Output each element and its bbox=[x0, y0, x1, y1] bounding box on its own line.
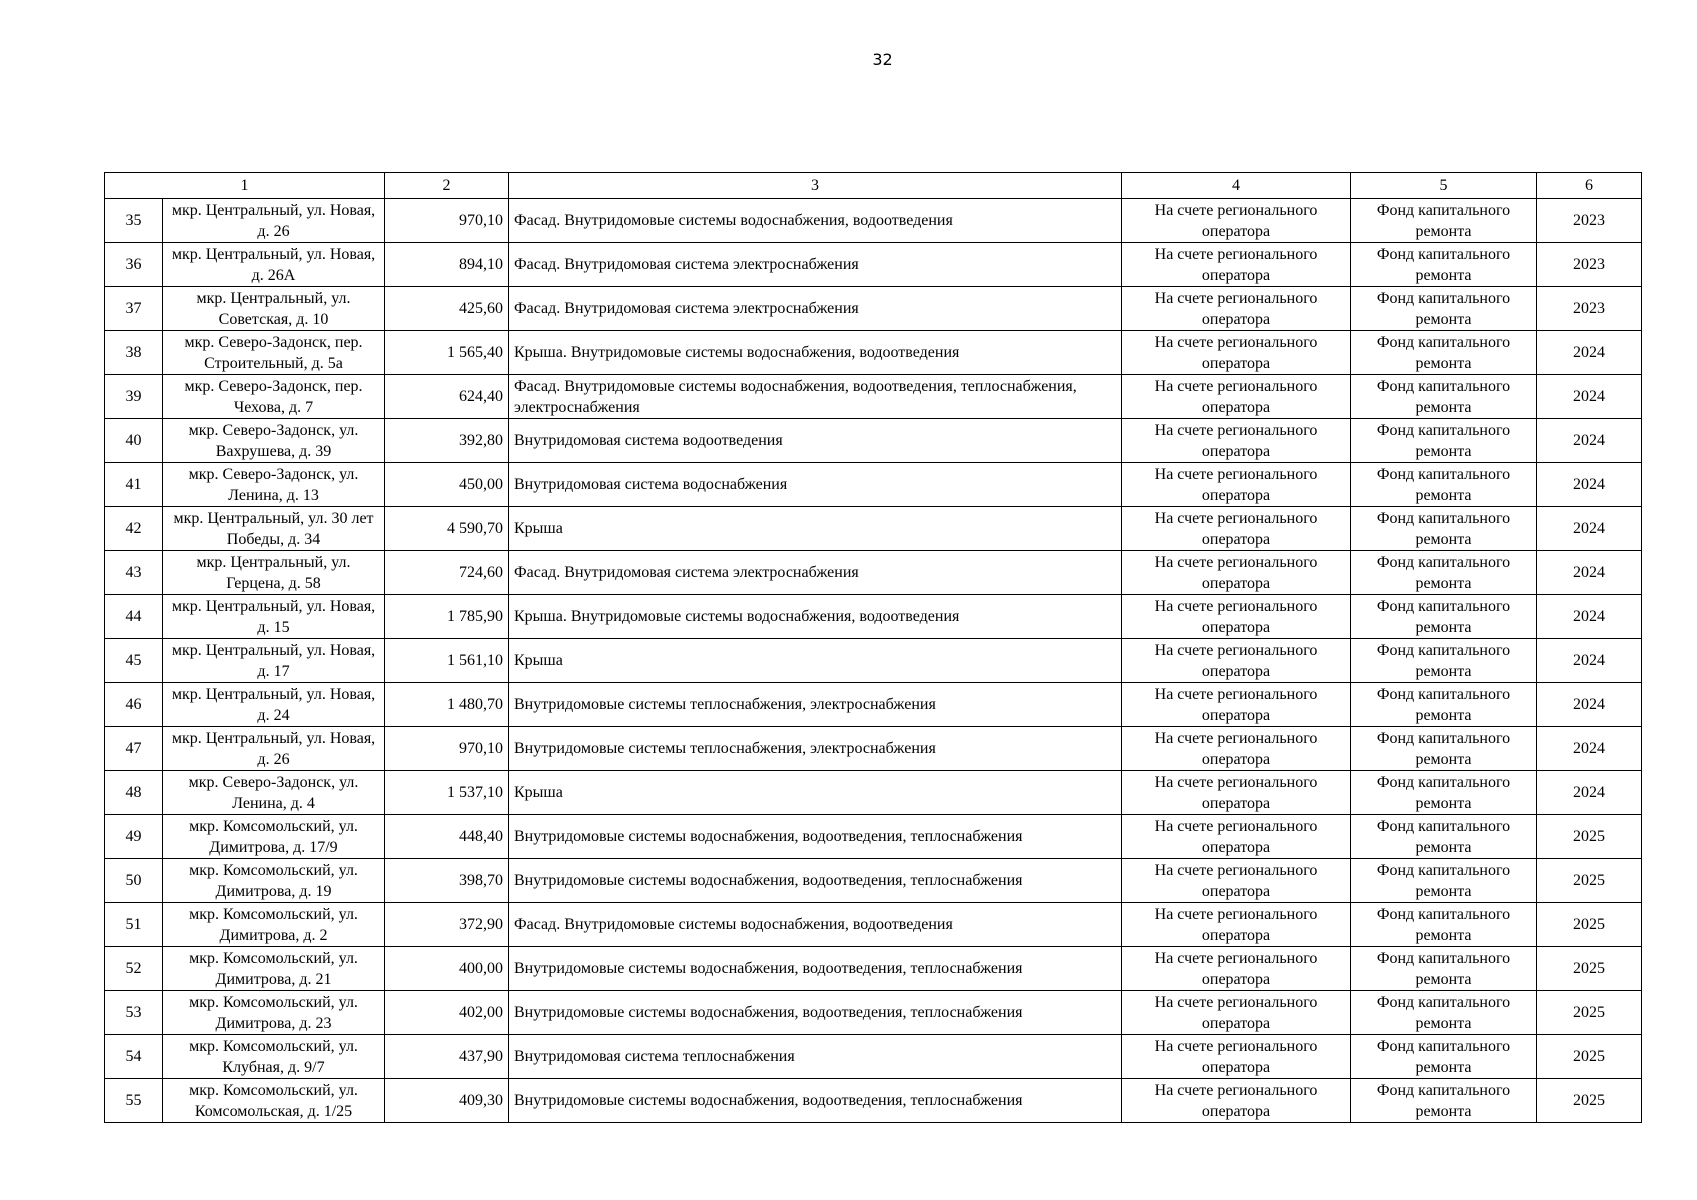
funding-source-cell: На счете регионального оператора bbox=[1122, 199, 1351, 243]
fund-cell: Фонд капитального ремонта bbox=[1351, 683, 1537, 727]
year-cell: 2025 bbox=[1537, 947, 1642, 991]
year-cell: 2025 bbox=[1537, 815, 1642, 859]
area-cell: 1 537,10 bbox=[385, 771, 509, 815]
address-cell: мкр. Центральный, ул. Новая, д. 26А bbox=[163, 243, 385, 287]
funding-source-cell: На счете регионального оператора bbox=[1122, 243, 1351, 287]
table-row bbox=[105, 639, 1642, 683]
table-row bbox=[105, 331, 1642, 375]
page-number: 32 bbox=[872, 50, 893, 69]
address-cell: мкр. Северо-Задонск, пер. Строительный, д. 5а bbox=[163, 331, 385, 375]
fund-cell: Фонд капитального ремонта bbox=[1351, 199, 1537, 243]
address-cell: мкр. Центральный, ул. Новая, д. 15 bbox=[163, 595, 385, 639]
works-cell: Внутридомовые системы водоснабжения, водоотведения, теплоснабжения bbox=[509, 859, 1122, 903]
header-col-4: 4 bbox=[1122, 173, 1351, 199]
table-row bbox=[105, 595, 1642, 639]
table-row bbox=[105, 727, 1642, 771]
funding-source-cell: На счете регионального оператора bbox=[1122, 375, 1351, 419]
address-cell: мкр. Северо-Задонск, ул. Вахрушева, д. 39 bbox=[163, 419, 385, 463]
table-row bbox=[105, 287, 1642, 331]
area-cell: 970,10 bbox=[385, 727, 509, 771]
funding-source-cell: На счете регионального оператора bbox=[1122, 1079, 1351, 1123]
row-number: 39 bbox=[105, 375, 163, 419]
address-cell: мкр. Комсомольский, ул. Клубная, д. 9/7 bbox=[163, 1035, 385, 1079]
works-cell: Внутридомовая система водоснабжения bbox=[509, 463, 1122, 507]
area-cell: 1 565,40 bbox=[385, 331, 509, 375]
table-row bbox=[105, 991, 1642, 1035]
address-cell: мкр. Центральный, ул. Новая, д. 17 bbox=[163, 639, 385, 683]
fund-cell: Фонд капитального ремонта bbox=[1351, 639, 1537, 683]
works-cell: Внутридомовые системы водоснабжения, водоотведения, теплоснабжения bbox=[509, 947, 1122, 991]
row-number: 50 bbox=[105, 859, 163, 903]
address-cell: мкр. Центральный, ул. Новая, д. 24 bbox=[163, 683, 385, 727]
funding-source-cell: На счете регионального оператора bbox=[1122, 1035, 1351, 1079]
table-row bbox=[105, 507, 1642, 551]
year-cell: 2024 bbox=[1537, 595, 1642, 639]
header-col-2: 2 bbox=[385, 173, 509, 199]
area-cell: 1 480,70 bbox=[385, 683, 509, 727]
fund-cell: Фонд капитального ремонта bbox=[1351, 859, 1537, 903]
fund-cell: Фонд капитального ремонта bbox=[1351, 1079, 1537, 1123]
works-cell: Крыша bbox=[509, 771, 1122, 815]
row-number: 38 bbox=[105, 331, 163, 375]
works-cell: Внутридомовые системы водоснабжения, водоотведения, теплоснабжения bbox=[509, 815, 1122, 859]
works-cell: Крыша bbox=[509, 639, 1122, 683]
table-row bbox=[105, 419, 1642, 463]
year-cell: 2023 bbox=[1537, 287, 1642, 331]
funding-source-cell: На счете регионального оператора bbox=[1122, 595, 1351, 639]
works-cell: Крыша bbox=[509, 507, 1122, 551]
area-cell: 894,10 bbox=[385, 243, 509, 287]
fund-cell: Фонд капитального ремонта bbox=[1351, 419, 1537, 463]
row-number: 52 bbox=[105, 947, 163, 991]
area-cell: 624,40 bbox=[385, 375, 509, 419]
area-cell: 398,70 bbox=[385, 859, 509, 903]
row-number: 55 bbox=[105, 1079, 163, 1123]
header-col-5: 5 bbox=[1351, 173, 1537, 199]
year-cell: 2024 bbox=[1537, 507, 1642, 551]
works-cell: Внутридомовая система теплоснабжения bbox=[509, 1035, 1122, 1079]
year-cell: 2024 bbox=[1537, 375, 1642, 419]
address-cell: мкр. Комсомольский, ул. Димитрова, д. 2 bbox=[163, 903, 385, 947]
table-row bbox=[105, 1079, 1642, 1123]
year-cell: 2024 bbox=[1537, 683, 1642, 727]
row-number: 54 bbox=[105, 1035, 163, 1079]
address-cell: мкр. Комсомольский, ул. Комсомольская, д. 1/25 bbox=[163, 1079, 385, 1123]
funding-source-cell: На счете регионального оператора bbox=[1122, 771, 1351, 815]
year-cell: 2025 bbox=[1537, 859, 1642, 903]
fund-cell: Фонд капитального ремонта bbox=[1351, 331, 1537, 375]
area-cell: 437,90 bbox=[385, 1035, 509, 1079]
row-number: 53 bbox=[105, 991, 163, 1035]
row-number: 36 bbox=[105, 243, 163, 287]
fund-cell: Фонд капитального ремонта bbox=[1351, 771, 1537, 815]
area-cell: 4 590,70 bbox=[385, 507, 509, 551]
works-cell: Крыша. Внутридомовые системы водоснабжения, водоотведения bbox=[509, 331, 1122, 375]
works-cell: Фасад. Внутридомовые системы водоснабжения, водоотведения bbox=[509, 903, 1122, 947]
table-row bbox=[105, 375, 1642, 419]
table-body bbox=[105, 199, 1642, 1123]
area-cell: 425,60 bbox=[385, 287, 509, 331]
works-cell: Фасад. Внутридомовая система электроснабжения bbox=[509, 243, 1122, 287]
year-cell: 2023 bbox=[1537, 243, 1642, 287]
row-number: 45 bbox=[105, 639, 163, 683]
table-row bbox=[105, 903, 1642, 947]
works-cell: Внутридомовая система водоотведения bbox=[509, 419, 1122, 463]
address-cell: мкр. Центральный, ул. 30 лет Победы, д. 34 bbox=[163, 507, 385, 551]
table-row bbox=[105, 551, 1642, 595]
row-number: 42 bbox=[105, 507, 163, 551]
funding-source-cell: На счете регионального оператора bbox=[1122, 331, 1351, 375]
row-number: 37 bbox=[105, 287, 163, 331]
year-cell: 2024 bbox=[1537, 419, 1642, 463]
fund-cell: Фонд капитального ремонта bbox=[1351, 903, 1537, 947]
fund-cell: Фонд капитального ремонта bbox=[1351, 815, 1537, 859]
funding-source-cell: На счете регионального оператора bbox=[1122, 507, 1351, 551]
row-number: 44 bbox=[105, 595, 163, 639]
row-number: 43 bbox=[105, 551, 163, 595]
funding-source-cell: На счете регионального оператора bbox=[1122, 683, 1351, 727]
address-cell: мкр. Центральный, ул. Герцена, д. 58 bbox=[163, 551, 385, 595]
works-cell: Внутридомовые системы теплоснабжения, электроснабжения bbox=[509, 727, 1122, 771]
table-header bbox=[105, 173, 1642, 199]
table-row bbox=[105, 771, 1642, 815]
row-number: 48 bbox=[105, 771, 163, 815]
address-cell: мкр. Центральный, ул. Новая, д. 26 bbox=[163, 199, 385, 243]
table-row bbox=[105, 1035, 1642, 1079]
works-cell: Внутридомовые системы водоснабжения, водоотведения, теплоснабжения bbox=[509, 991, 1122, 1035]
row-number: 40 bbox=[105, 419, 163, 463]
funding-source-cell: На счете регионального оператора bbox=[1122, 903, 1351, 947]
fund-cell: Фонд капитального ремонта bbox=[1351, 551, 1537, 595]
row-number: 41 bbox=[105, 463, 163, 507]
year-cell: 2024 bbox=[1537, 727, 1642, 771]
table-row bbox=[105, 463, 1642, 507]
header-col-6: 6 bbox=[1537, 173, 1642, 199]
address-cell: мкр. Северо-Задонск, ул. Ленина, д. 13 bbox=[163, 463, 385, 507]
area-cell: 1 561,10 bbox=[385, 639, 509, 683]
address-cell: мкр. Комсомольский, ул. Димитрова, д. 17/9 bbox=[163, 815, 385, 859]
area-cell: 448,40 bbox=[385, 815, 509, 859]
funding-source-cell: На счете регионального оператора bbox=[1122, 947, 1351, 991]
area-cell: 1 785,90 bbox=[385, 595, 509, 639]
year-cell: 2025 bbox=[1537, 1079, 1642, 1123]
table-row bbox=[105, 947, 1642, 991]
works-cell: Фасад. Внутридомовые системы водоснабжения, водоотведения bbox=[509, 199, 1122, 243]
address-cell: мкр. Комсомольский, ул. Димитрова, д. 21 bbox=[163, 947, 385, 991]
header-col-3: 3 bbox=[509, 173, 1122, 199]
table-row bbox=[105, 243, 1642, 287]
funding-source-cell: На счете регионального оператора bbox=[1122, 287, 1351, 331]
area-cell: 402,00 bbox=[385, 991, 509, 1035]
address-cell: мкр. Комсомольский, ул. Димитрова, д. 23 bbox=[163, 991, 385, 1035]
fund-cell: Фонд капитального ремонта bbox=[1351, 287, 1537, 331]
row-number: 47 bbox=[105, 727, 163, 771]
row-number: 46 bbox=[105, 683, 163, 727]
funding-source-cell: На счете регионального оператора bbox=[1122, 727, 1351, 771]
table-row bbox=[105, 683, 1642, 727]
fund-cell: Фонд капитального ремонта bbox=[1351, 507, 1537, 551]
year-cell: 2024 bbox=[1537, 463, 1642, 507]
year-cell: 2025 bbox=[1537, 903, 1642, 947]
fund-cell: Фонд капитального ремонта bbox=[1351, 243, 1537, 287]
table-row bbox=[105, 859, 1642, 903]
header-row bbox=[105, 173, 1642, 199]
area-cell: 392,80 bbox=[385, 419, 509, 463]
year-cell: 2024 bbox=[1537, 639, 1642, 683]
works-cell: Крыша. Внутридомовые системы водоснабжения, водоотведения bbox=[509, 595, 1122, 639]
fund-cell: Фонд капитального ремонта bbox=[1351, 947, 1537, 991]
header-col-1: 1 bbox=[105, 173, 385, 199]
fund-cell: Фонд капитального ремонта bbox=[1351, 727, 1537, 771]
address-cell: мкр. Центральный, ул. Советская, д. 10 bbox=[163, 287, 385, 331]
funding-source-cell: На счете регионального оператора bbox=[1122, 639, 1351, 683]
table-row bbox=[105, 815, 1642, 859]
funding-source-cell: На счете регионального оператора bbox=[1122, 815, 1351, 859]
area-cell: 970,10 bbox=[385, 199, 509, 243]
works-cell: Фасад. Внутридомовая система электроснабжения bbox=[509, 551, 1122, 595]
row-number: 51 bbox=[105, 903, 163, 947]
year-cell: 2025 bbox=[1537, 991, 1642, 1035]
funding-source-cell: На счете регионального оператора bbox=[1122, 991, 1351, 1035]
year-cell: 2024 bbox=[1537, 771, 1642, 815]
year-cell: 2024 bbox=[1537, 331, 1642, 375]
works-cell: Фасад. Внутридомовые системы водоснабжения, водоотведения, теплоснабжения, электроснабжения bbox=[509, 375, 1122, 419]
works-cell: Внутридомовые системы водоснабжения, водоотведения, теплоснабжения bbox=[509, 1079, 1122, 1123]
table-row bbox=[105, 199, 1642, 243]
works-cell: Внутридомовые системы теплоснабжения, электроснабжения bbox=[509, 683, 1122, 727]
address-cell: мкр. Северо-Задонск, ул. Ленина, д. 4 bbox=[163, 771, 385, 815]
row-number: 35 bbox=[105, 199, 163, 243]
area-cell: 724,60 bbox=[385, 551, 509, 595]
address-cell: мкр. Центральный, ул. Новая, д. 26 bbox=[163, 727, 385, 771]
address-cell: мкр. Северо-Задонск, пер. Чехова, д. 7 bbox=[163, 375, 385, 419]
funding-source-cell: На счете регионального оператора bbox=[1122, 419, 1351, 463]
year-cell: 2025 bbox=[1537, 1035, 1642, 1079]
fund-cell: Фонд капитального ремонта bbox=[1351, 991, 1537, 1035]
funding-source-cell: На счете регионального оператора bbox=[1122, 551, 1351, 595]
funding-source-cell: На счете регионального оператора bbox=[1122, 859, 1351, 903]
address-cell: мкр. Комсомольский, ул. Димитрова, д. 19 bbox=[163, 859, 385, 903]
row-number: 49 bbox=[105, 815, 163, 859]
area-cell: 409,30 bbox=[385, 1079, 509, 1123]
fund-cell: Фонд капитального ремонта bbox=[1351, 1035, 1537, 1079]
year-cell: 2023 bbox=[1537, 199, 1642, 243]
fund-cell: Фонд капитального ремонта bbox=[1351, 463, 1537, 507]
area-cell: 450,00 bbox=[385, 463, 509, 507]
funding-source-cell: На счете регионального оператора bbox=[1122, 463, 1351, 507]
fund-cell: Фонд капитального ремонта bbox=[1351, 375, 1537, 419]
fund-cell: Фонд капитального ремонта bbox=[1351, 595, 1537, 639]
area-cell: 400,00 bbox=[385, 947, 509, 991]
year-cell: 2024 bbox=[1537, 551, 1642, 595]
capital-repair-table bbox=[104, 172, 1642, 1123]
area-cell: 372,90 bbox=[385, 903, 509, 947]
works-cell: Фасад. Внутридомовая система электроснабжения bbox=[509, 287, 1122, 331]
